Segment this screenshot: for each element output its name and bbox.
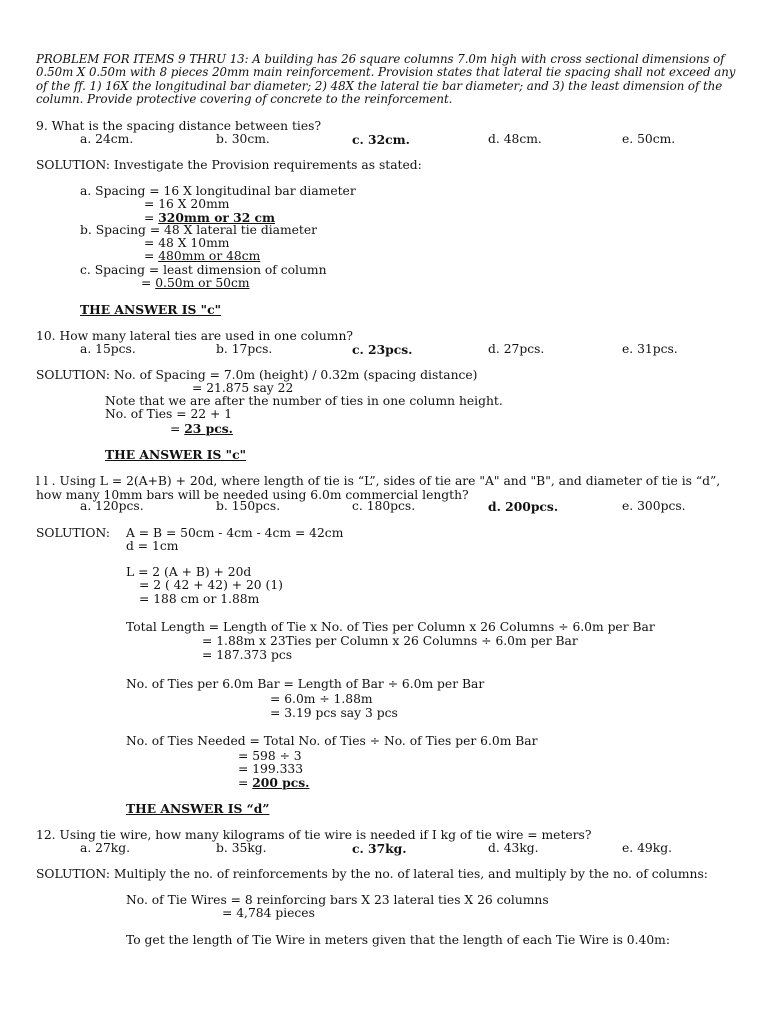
q11-solution-label: SOLUTION:: [36, 526, 110, 540]
q11-m3: = 199.333: [238, 762, 304, 776]
q12-choice-c: c. 37kg.: [352, 841, 407, 856]
q11-s2: d = 1cm: [126, 539, 179, 553]
q11-n3: = 3.19 pcs say 3 pcs: [270, 706, 398, 720]
q12-w3: To get the length of Tie Wire in meters given that the length of each Tie Wire is 0.40m:: [126, 933, 670, 947]
q12-choice-e: e. 49kg.: [622, 841, 672, 855]
q12-w2: = 4,784 pieces: [222, 906, 315, 920]
q9-line-b2: = 48 X 10mm: [144, 236, 230, 250]
q11-answer: THE ANSWER IS “d”: [126, 801, 270, 816]
q12-choice-a: a. 27kg.: [80, 841, 131, 855]
q11-choice-b: b. 150pcs.: [216, 499, 281, 513]
q11-s5: = 188 cm or 1.88m: [139, 592, 260, 606]
q11-m2: = 598 ÷ 3: [238, 749, 302, 763]
q9-answer: THE ANSWER IS "c": [80, 302, 221, 317]
q11-t2: = 1.88m x 23Ties per Column x 26 Columns ÷ 6.0m per Bar: [202, 634, 578, 648]
q12-solution: SOLUTION: Multiply the no. of reinforcements by the no. of lateral ties, and multiply by the no. of columns:: [36, 867, 708, 881]
q11-n1: No. of Ties per 6.0m Bar = Length of Bar ÷ 6.0m per Bar: [126, 677, 485, 691]
q9-choice-c: c. 32cm.: [352, 132, 410, 147]
q9-solution-intro: SOLUTION: Investigate the Provision requirements as stated:: [36, 158, 422, 172]
q12-choice-b: b. 35kg.: [216, 841, 267, 855]
q9-line-a3: = 320mm or 32 cm: [144, 210, 276, 225]
q11-s3: L = 2 (A + B) + 20d: [126, 565, 252, 579]
question-11: l l . Using L = 2(A+B) + 20d, where length of tie is “L”, sides of tie are "A" and "B", and diameter of tie is “d”, how many 10mm bars will be needed using 6.0m commercial length?: [36, 474, 721, 502]
q9-choice-a: a. 24cm.: [80, 132, 134, 146]
q10-line-2: = 21.875 say 22: [192, 381, 294, 395]
q10-line-3: Note that we are after the number of ties in one column height.: [105, 394, 503, 408]
q11-t1: Total Length = Length of Tie x No. of Ties per Column x 26 Columns ÷ 6.0m per Bar: [126, 620, 655, 634]
problem-intro: PROBLEM FOR ITEMS 9 THRU 13: A building has 26 square columns 7.0m high with cross sectional dimensions of 0.50m X 0.50m with 8 pieces 20mm main reinforcement. Provision states that lateral tie spacing shall not exceed any of the ff. 1) 16X the longitudinal bar diameter; 2) 48X the lateral tie bar diameter; and 3) the least dimension of the column. Provide protective covering of concrete to the reinforcement.: [36, 52, 736, 107]
q11-s4: = 2 ( 42 + 42) + 20 (1): [139, 578, 283, 592]
q9-choice-e: e. 50cm.: [622, 132, 676, 146]
q10-choice-e: e. 31pcs.: [622, 342, 678, 356]
q9-choice-b: b. 30cm.: [216, 132, 270, 146]
question-10: 10. How many lateral ties are used in one column?: [36, 329, 353, 343]
q9-line-c2: = 0.50m or 50cm: [141, 276, 250, 290]
q11-choice-d: d. 200pcs.: [488, 499, 559, 514]
q9-line-b1: b. Spacing = 48 X lateral tie diameter: [80, 223, 318, 237]
q10-choice-d: d. 27pcs.: [488, 342, 545, 356]
q10-line-1: SOLUTION: No. of Spacing = 7.0m (height) / 0.32m (spacing distance): [36, 368, 478, 382]
q11-n2: = 6.0m ÷ 1.88m: [270, 692, 373, 706]
q10-line-4: No. of Ties = 22 + 1: [105, 407, 233, 421]
q11-m1: No. of Ties Needed = Total No. of Ties ÷ No. of Ties per 6.0m Bar: [126, 734, 538, 748]
q9-line-a2: = 16 X 20mm: [144, 197, 230, 211]
q11-m4: = 200 pcs.: [238, 775, 310, 790]
q11-choice-c: c. 180pcs.: [352, 499, 416, 513]
q9-line-b3: = 480mm or 48cm: [144, 249, 261, 263]
q11-s1: A = B = 50cm - 4cm - 4cm = 42cm: [126, 526, 344, 540]
question-9: 9. What is the spacing distance between ties?: [36, 119, 322, 133]
q10-choice-b: b. 17pcs.: [216, 342, 273, 356]
q12-choice-d: d. 43kg.: [488, 841, 539, 855]
q12-w1: No. of Tie Wires = 8 reinforcing bars X 23 lateral ties X 26 columns: [126, 893, 549, 907]
q10-choice-c: c. 23pcs.: [352, 342, 413, 357]
q11-choice-a: a. 120pcs.: [80, 499, 144, 513]
q9-line-a1: a. Spacing = 16 X longitudinal bar diameter: [80, 184, 356, 198]
q11-t3: = 187.373 pcs: [202, 648, 293, 662]
q9-line-c1: c. Spacing = least dimension of column: [80, 263, 327, 277]
q10-line-5: = 23 pcs.: [170, 421, 233, 436]
q10-choice-a: a. 15pcs.: [80, 342, 136, 356]
q11-choice-e: e. 300pcs.: [622, 499, 686, 513]
q9-choice-d: d. 48cm.: [488, 132, 542, 146]
question-12: 12. Using tie wire, how many kilograms of tie wire is needed if I kg of tie wire = meters?: [36, 828, 592, 842]
q10-answer: THE ANSWER IS "c": [105, 447, 246, 462]
